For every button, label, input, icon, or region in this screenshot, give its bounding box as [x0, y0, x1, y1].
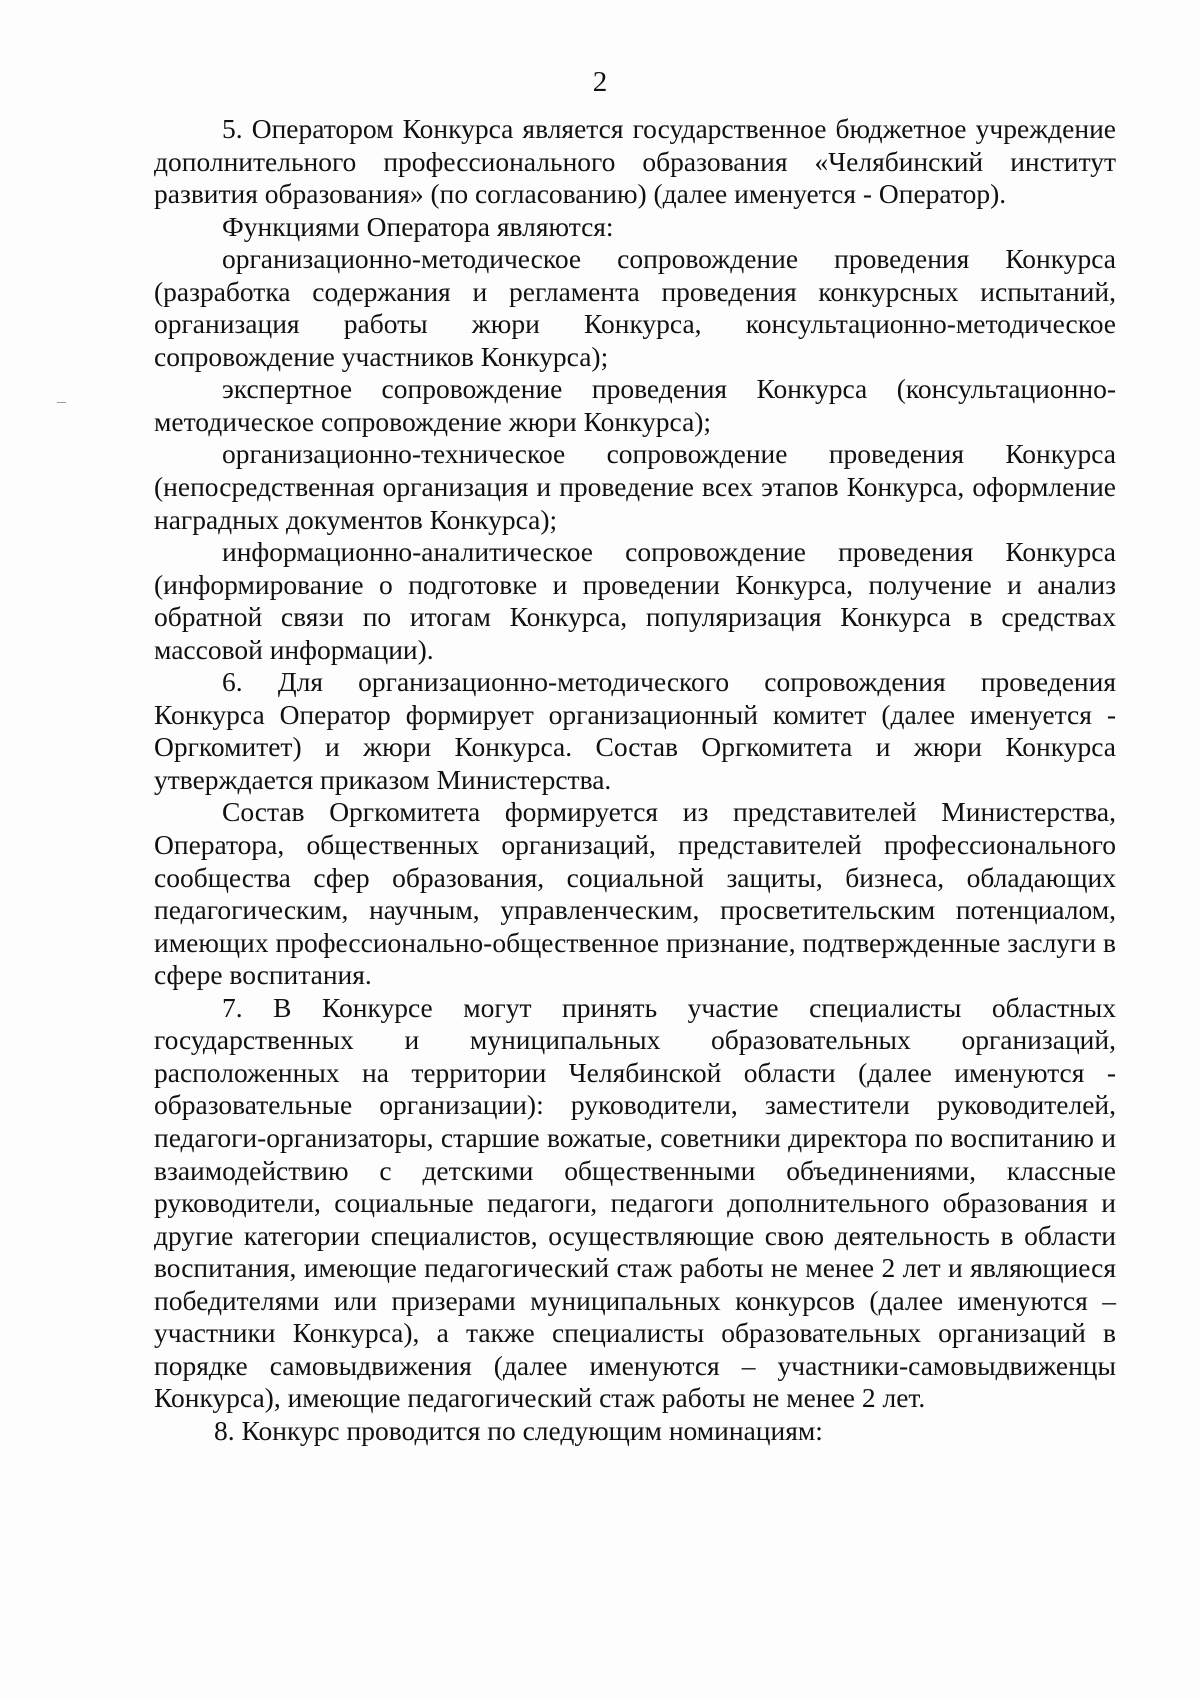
paragraph-function-informational-analytical: информационно-аналитическое сопровождение проведения Конкурса (информирование о подготовке и проведении Конкурса, получение и анализ обратной связи по итогам Конкурса, популяризация Конкурса в средствах массовой информации). — [154, 536, 1116, 665]
paragraph-function-organizational-methodical: организационно-методическое сопровождение проведения Конкурса (разработка содержания и регламента проведения конкурсных испытаний, организация работы жюри Конкурса, консультационно-методическое сопровождение участников Конкурса); — [154, 243, 1116, 372]
page-number: 2 — [592, 66, 608, 98]
scan-artifact — [57, 402, 66, 403]
paragraph-7-participants: 7. В Конкурсе могут принять участие специалисты областных государственных и муниципальных образовательных организаций, расположенных на территории Челябинской области (далее именуются - образовательные организации): руководители, заместители руководителей, педагоги-организаторы, старшие вожатые, советники директора по воспитанию и взаимодействию с детскими общественными объединениями, классные руководители, социальные педагоги, педагоги дополнительного образования и другие категории специалистов, осуществляющие свою деятельность в области воспитания, имеющие педагогический стаж работы не менее 2 лет и являющиеся победителями или призерами муниципальных конкурсов (далее именуются – участники Конкурса), а также специалисты образовательных организаций в порядке самовыдвижения (далее именуются – участники-самовыдвиженцы Конкурса), имеющие педагогический стаж работы не менее 2 лет. — [154, 991, 1116, 1414]
document-body — [154, 113, 1116, 1447]
paragraph-orgcommittee-composition: Состав Оргкомитета формируется из представителей Министерства, Оператора, общественных организаций, представителей профессионального сообщества сфер образования, социальной защиты, бизнеса, обладающих педагогическим, научным, управленческим, просветительским потенциалом, имеющих профессионально-общественное признание, подтвержденные заслуги в сфере воспитания. — [154, 796, 1116, 991]
paragraph-8-nominations: 8. Конкурс проводится по следующим номинациям: — [214, 1414, 823, 1446]
paragraph-5-operator: 5. Оператором Конкурса является государственное бюджетное учреждение дополнительного профессионального образования «Челябинский институт развития образования» (по согласованию) (далее именуется - Оператор). — [154, 113, 1116, 210]
paragraph-function-organizational-technical: организационно-техническое сопровождение проведения Конкурса (непосредственная организация и проведение всех этапов Конкурса, оформление наградных документов Конкурса); — [154, 438, 1116, 535]
paragraph-operator-functions-heading: Функциями Оператора являются: — [222, 210, 614, 242]
paragraph-function-expert: экспертное сопровождение проведения Конкурса (консультационно-методическое сопровождение жюри Конкурса); — [154, 373, 1116, 437]
paragraph-6-orgcommittee: 6. Для организационно-методического сопровождения проведения Конкурса Оператор формирует организационный комитет (далее именуется - Оргкомитет) и жюри Конкурса. Состав Оргкомитета и жюри Конкурса утверждается приказом Министерства. — [154, 666, 1116, 795]
